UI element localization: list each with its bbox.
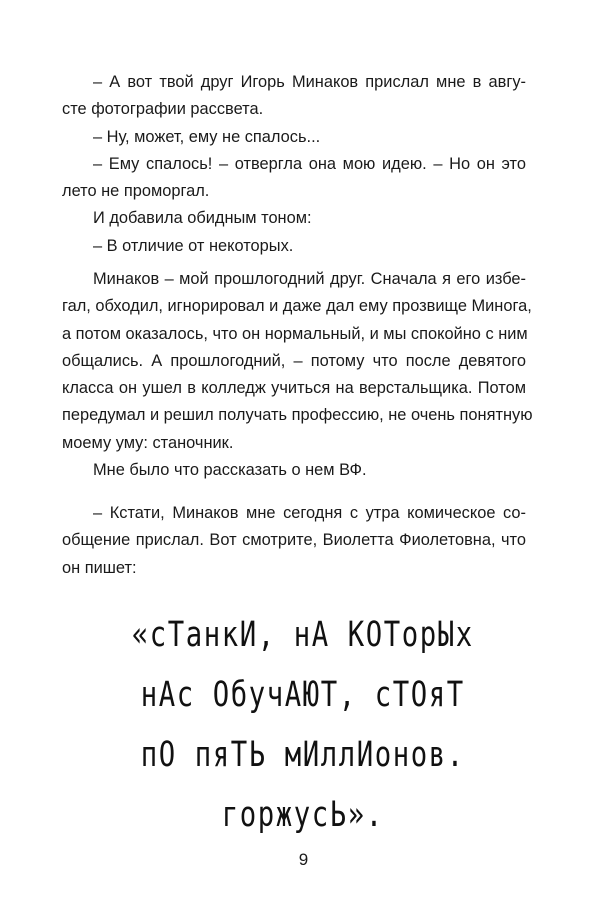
text-line: – В отличие от некоторых. <box>93 236 294 255</box>
text-line: лето не проморгал. <box>62 182 210 201</box>
text-line: – Кстати, Минаков мне сегодня с утра комическое со- <box>93 504 526 522</box>
dialogue-block-2 <box>62 500 526 582</box>
text-line: И добавила обидным тоном: <box>93 209 312 228</box>
narration-block <box>62 266 533 484</box>
message-line: пО пяТЬ мИллИонов. <box>140 735 465 775</box>
text-line: общались. А прошлогодний, – потому что после девятого <box>62 351 526 370</box>
message-line: «сТанкИ, нА КОТорЫх <box>131 615 474 655</box>
text-line: он пишет: <box>62 558 137 577</box>
dialogue-block-1 <box>62 69 526 260</box>
text-line: Мне было что рассказать о нем ВФ. <box>93 461 367 480</box>
text-line: гал, обходил, игнорировал и даже дал ему прозвище Минога, <box>62 297 532 316</box>
text-line: общение прислал. Вот смотрите, Виолетта Фиолетовна, что <box>62 531 526 550</box>
text-line: передумал и решил получать профессию, не очень понятную <box>62 406 533 425</box>
text-line: – Ему спалось! – отвергла она мою идею. – Но он это <box>93 154 526 173</box>
message-line: нАс ОбучАЮТ, сТОяТ <box>140 675 465 715</box>
text-line: – Ну, может, ему не спалось... <box>93 127 321 146</box>
text-line: класса он ушел в колледж учиться на верстальщика. Потом <box>62 379 526 398</box>
text-line: – А вот твой друг Игорь Минаков прислал мне в авгу- <box>93 73 526 91</box>
text-line: моему уму: станочник. <box>62 433 234 452</box>
page-number: 9 <box>298 850 309 869</box>
message-line: горжусЬ». <box>221 795 384 835</box>
text-line: сте фотографии рассвета. <box>62 100 264 119</box>
text-line: Минаков – мой прошлогодний друг. Сначала я его избе- <box>93 270 526 288</box>
text-line: а потом оказалось, что он нормальный, и мы спокойно с ним <box>62 324 528 343</box>
handwritten-message <box>66 605 539 845</box>
